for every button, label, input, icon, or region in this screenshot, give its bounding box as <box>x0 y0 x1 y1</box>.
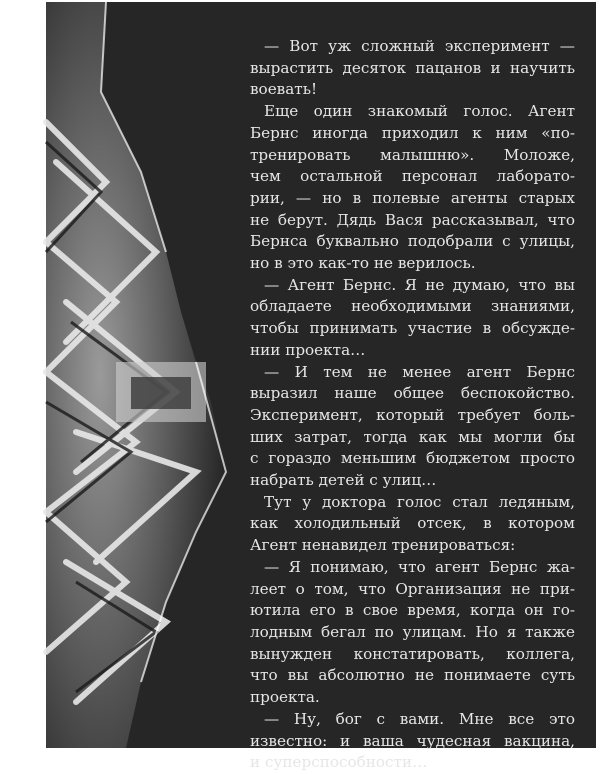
text-line: рии, — но в полевые агенты старых <box>250 188 575 207</box>
text-line: леет о том, что Организация не при- <box>250 579 575 598</box>
text-line: — Агент Бернс. Я не думаю, что вы <box>264 275 575 294</box>
text-line: — Ну, бог с вами. Мне все это <box>264 709 575 728</box>
text-line: но в это как-то не верилось. <box>250 254 476 273</box>
text-line: проекта. <box>250 688 320 707</box>
paragraph <box>250 492 575 557</box>
text-line: Бернса буквально подобрали с улицы, <box>250 232 575 251</box>
text-line: тренировать малышню». Моложе, <box>250 145 575 164</box>
text-line: известно: и ваша чудесная вакцина, <box>250 731 575 750</box>
text-line: чтобы принимать участие в обсужде- <box>250 319 575 338</box>
paragraph <box>250 275 575 362</box>
text-line: — И тем не менее агент Бернс <box>264 362 575 381</box>
text-line: с гораздо меньшим бюджетом просто <box>250 449 575 468</box>
text-line: вынужден констатировать, коллега, <box>250 644 575 663</box>
text-line: обладаете необходимыми знаниями, <box>250 297 575 316</box>
text-column <box>250 36 575 774</box>
text-line: лодным бегал по улицам. Но я также <box>250 622 575 641</box>
text-line: — Вот уж сложный эксперимент — <box>264 37 575 55</box>
text-line: Агент ненавидел тренироваться: <box>250 536 516 555</box>
paragraph <box>250 709 575 774</box>
text-line: выразил наше общее беспокойство. <box>250 384 575 403</box>
text-line: нии проекта… <box>250 340 366 359</box>
text-line: вырастить десяток пацанов и научить <box>250 58 575 77</box>
text-line: чем остальной персонал лаборато- <box>250 167 575 186</box>
paragraph <box>250 36 575 101</box>
paragraph <box>250 101 575 275</box>
text-line: как холодильный отсек, в котором <box>250 514 575 533</box>
text-line: воевать! <box>250 80 318 99</box>
paragraph <box>250 557 575 709</box>
text-line: ших затрат, тогда как мы могли бы <box>250 427 575 446</box>
text-line: ютила его в свое время, когда он го- <box>250 601 575 620</box>
text-line: набрать детей с улиц… <box>250 471 437 490</box>
text-line: Еще один знакомый голос. Агент <box>264 102 575 121</box>
text-line: — Я понимаю, что агент Бернс жа- <box>264 557 575 576</box>
text-line: что вы абсолютно не понимаете суть <box>250 666 575 685</box>
text-line: и суперспособности… <box>250 753 428 772</box>
text-line: Бернс иногда приходил к ним «по- <box>250 123 575 142</box>
text-line: не берут. Дядь Вася рассказывал, что <box>250 210 575 229</box>
paragraph <box>250 362 575 492</box>
text-line: Тут у доктора голос стал ледяным, <box>264 492 575 511</box>
text-line: Эксперимент, который требует боль- <box>250 405 575 424</box>
